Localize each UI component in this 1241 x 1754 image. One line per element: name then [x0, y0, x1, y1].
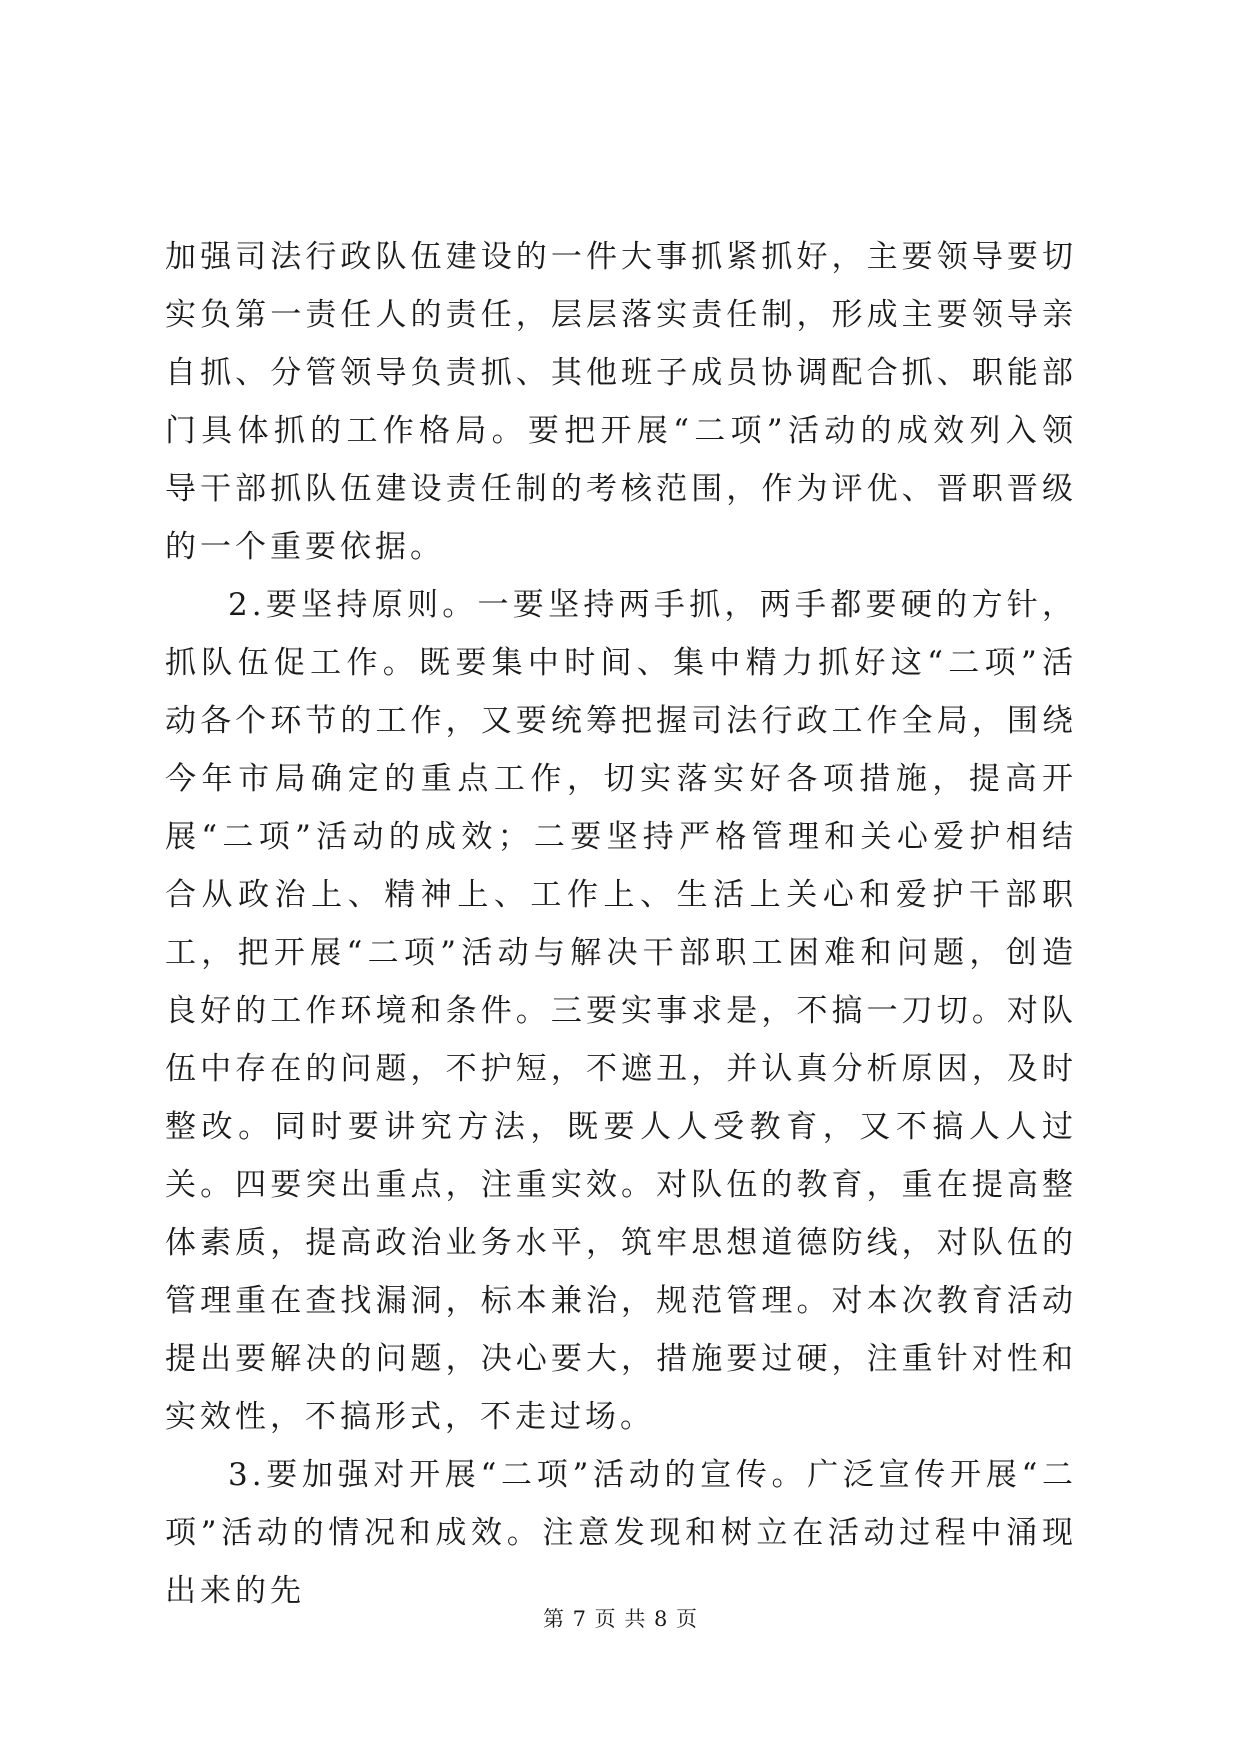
paragraph-continuation: 加强司法行政队伍建设的一件大事抓紧抓好，主要领导要切实负第一责任人的责任，层层落实责任制，形成主要领导亲自抓、分管领导负责抓、其他班子成员协调配合抓、职能部门具体抓的工作格局。要把开展“二项”活动的成效列入领导干部抓队伍建设责任制的考核范围，作为评优、晋职晋级的一个重要依据。 — [165, 239, 1077, 565]
document-body — [165, 228, 1077, 1620]
paragraph-item-2: 2.要坚持原则。一要坚持两手抓，两手都要硬的方针，抓队伍促工作。既要集中时间、集中精力抓好这“二项”活动各个环节的工作，又要统筹把握司法行政工作全局，围绕今年市局确定的重点工作，切实落实好各项措施，提高开展“二项”活动的成效；二要坚持严格管理和关心爱护相结合从政治上、精神上、工作上、生活上关心和爱护干部职工，把开展“二项”活动与解决干部职工困难和问题，创造良好的工作环境和条件。三要实事求是，不搞一刀切。对队伍中存在的问题，不护短，不遮丑，并认真分析原因，及时整改。同时要讲究方法，既要人人受教育，又不搞人人过关。四要突出重点，注重实效。对队伍的教育，重在提高整体素质，提高政治业务水平，筑牢思想道德防线，对队伍的管理重在查找漏洞，标本兼治，规范管理。对本次教育活动提出要解决的问题，决心要大，措施要过硬，注重针对性和实效性，不搞形式，不走过场。 — [165, 587, 1077, 1435]
paragraph-item-3: 3.要加强对开展“二项”活动的宣传。广泛宣传开展“二项”活动的情况和成效。注意发现和树立在活动过程中涌现出来的先 — [165, 1457, 1077, 1609]
page-footer: 第 7 页 共 8 页 — [542, 1607, 699, 1631]
